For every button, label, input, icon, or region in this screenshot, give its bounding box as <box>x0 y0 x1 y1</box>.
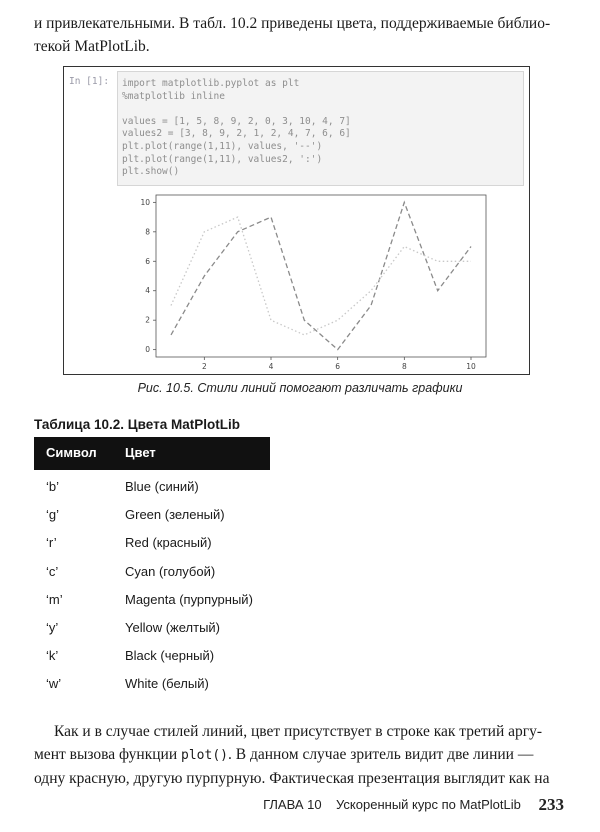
y-tick-label: 8 <box>145 227 150 237</box>
series-line-2 <box>171 217 471 335</box>
header-color: Цвет <box>125 445 156 460</box>
outro-text: Как и в случае стилей линий, цвет присутствует в строке как третий аргу- <box>54 723 543 740</box>
symbol-cell: ‘g’ <box>46 507 60 523</box>
table-header <box>34 437 270 470</box>
color-cell: Black (черный) <box>125 648 215 664</box>
outro-line <box>34 743 566 767</box>
chapter-title: Ускоренный курс по MatPlotLib <box>336 797 521 812</box>
notebook-cell <box>67 69 525 186</box>
outro-paragraph <box>34 720 566 790</box>
table-row <box>34 583 270 611</box>
table-row <box>34 498 270 526</box>
color-cell: Magenta (пурпурный) <box>125 591 253 607</box>
x-tick-label: 6 <box>335 362 341 371</box>
intro-line: и привлекательными. В табл. 10.2 приведены цвета, поддерживаемые библио- <box>34 15 551 32</box>
cell-prompt: In [1]: <box>69 76 110 87</box>
symbol-cell: ‘k’ <box>46 648 59 664</box>
color-cell: Red (красный) <box>125 535 212 551</box>
table-row <box>34 470 270 498</box>
symbol-cell: ‘m’ <box>46 591 63 607</box>
symbol-cell: ‘w’ <box>46 676 62 692</box>
outro-text: . В данном случае зритель видит две линии — <box>227 746 534 763</box>
colors-table <box>34 437 270 696</box>
color-cell: Blue (синий) <box>125 479 199 494</box>
table-row <box>34 611 270 639</box>
color-cell: Yellow (желтый) <box>125 619 221 635</box>
chapter-label: ГЛАВА 10 <box>263 797 322 812</box>
y-tick-label: 6 <box>145 256 150 266</box>
outro-line: одну красную, другую пурпурную. Фактическая презентация выглядит как на <box>34 770 550 787</box>
figure-frame <box>63 66 530 375</box>
y-tick-label: 2 <box>145 315 150 325</box>
x-tick-label: 4 <box>268 362 274 371</box>
intro-paragraph <box>34 12 566 58</box>
symbol-cell: ‘c’ <box>46 563 59 579</box>
symbol-cell: ‘b’ <box>46 479 60 494</box>
table-row <box>34 639 270 667</box>
intro-line: текой MatPlotLib. <box>34 38 150 55</box>
color-cell: Green (зеленый) <box>125 507 225 523</box>
color-cell: White (белый) <box>125 676 209 692</box>
symbol-cell: ‘r’ <box>46 535 57 551</box>
table-title: Таблица 10.2. Цвета MatPlotLib <box>34 417 240 432</box>
table-row <box>34 555 270 583</box>
figure-caption: Рис. 10.5. Стили линий помогают различать графики <box>137 381 463 395</box>
x-tick-label: 10 <box>466 362 476 371</box>
y-tick-label: 0 <box>145 345 150 355</box>
y-tick-label: 10 <box>140 197 150 207</box>
outro-line <box>34 720 566 743</box>
page-number: 233 <box>538 795 564 814</box>
outro-text: мент вызова функции <box>34 746 182 763</box>
table-row <box>34 526 270 554</box>
x-tick-label: 8 <box>401 362 407 371</box>
page-footer <box>263 795 564 815</box>
symbol-cell: ‘y’ <box>46 619 59 635</box>
code-block <box>117 71 524 186</box>
code-text: import matplotlib.pyplot as plt %matplotlib inline values = [1, 5, 8, 9, 2, 0, 3, 10, 4, 7] values2 = [3, 8, 9, 2, 1, 2, 4, 7, 6, 6] plt.plot(range(1,11), values, '--') plt.plot(range(1,11), values2, ':') plt.show() <box>122 78 351 178</box>
plot-frame <box>156 195 486 357</box>
header-symbol: Символ <box>46 445 97 460</box>
table-row <box>34 667 270 695</box>
line-chart <box>126 187 496 371</box>
y-tick-label: 4 <box>145 286 150 296</box>
inline-code: plot() <box>181 748 228 763</box>
x-tick-label: 2 <box>201 362 207 371</box>
color-cell: Cyan (голубой) <box>125 563 216 579</box>
